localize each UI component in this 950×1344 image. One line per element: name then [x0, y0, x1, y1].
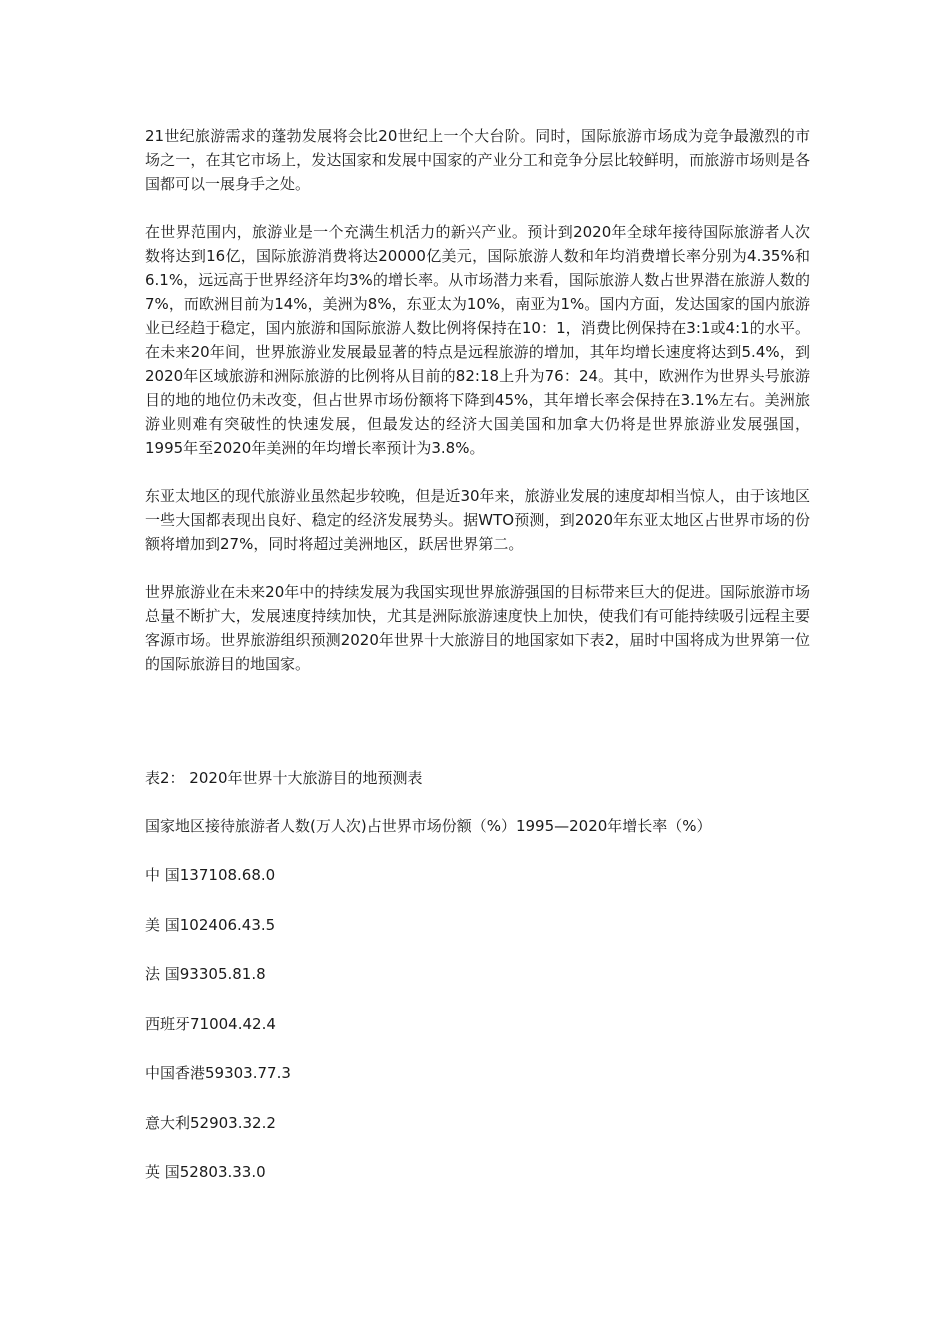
table-row: 美 国102406.43.5 [145, 915, 276, 934]
table-caption: 表2： 2020年世界十大旅游目的地预测表 [145, 769, 423, 787]
table-row: 意大利52903.32.2 [145, 1113, 276, 1132]
table-row: 英 国52803.33.0 [145, 1163, 266, 1181]
table-row: 法 国93305.81.8 [145, 965, 266, 983]
paragraph-china-outlook: 世界旅游业在未来20年中的持续发展为我国实现世界旅游强国的目标带来巨大的促进。国际旅游市场总量不断扩大，发展速度持续加快，尤其是洲际旅游速度快上加快，使我们有可能持续吸引远程主要客源市场。世界旅游组织预测2020年世界十大旅游目的地国家如下表2，届时中国将成为世界第一位的国际旅游目的地国家。 [145, 583, 810, 673]
table-row: 西班牙71004.42.4 [145, 1014, 276, 1033]
spacer [145, 700, 810, 766]
table-header-row: 国家地区接待旅游者人数(万人次)占世界市场份额（%）1995—2020年增长率（%） [145, 817, 712, 835]
paragraph-world-tourism: 在世界范围内，旅游业是一个充满生机活力的新兴产业。预计到2020年全球年接待国际旅游者人次数将达到16亿，国际旅游消费将达20000亿美元，国际旅游人数和年均消费增长率分别为4.35%和6.1%，远远高于世界经济年均3%的增长率。从市场潜力来看，国际旅游人数占世界潜在旅游人数的7%，而欧洲目前为14%，美洲为8%，东亚太为10%，南亚为1%。国内方面，发达国家的国内旅游业已经趋于稳定，国内旅游和国际旅游人数比例将保持在10：1，消费比例保持在3:1或4:1的水平。在未来20年间，世界旅游业发展最显著的特点是远程旅游的增加，其年均增长速度将达到5.4%，到2020年区域旅游和洲际旅游的比例将从目前的82:18上升为76：24。其中，欧洲作为世界头号旅游目的地的地位仍未改变，但占世界市场份额将下降到45%，其年增长率会保持在3.1%左右。美洲旅游业则难有突破性的快速发展，但最发达的经济大国美国和加拿大仍将是世界旅游业发展强国，1995年至2020年美洲的年均增长率预计为3.8%。 [145, 223, 810, 457]
table-row: 中国香港59303.77.3 [145, 1064, 291, 1082]
paragraph-intro: 21世纪旅游需求的蓬勃发展将会比20世纪上一个大台阶。同时，国际旅游市场成为竞争最激烈的市场之一，在其它市场上，发达国家和发展中国家的产业分工和竞争分层比较鲜明，而旅游市场则是各国都可以一展身手之处。 [145, 127, 810, 193]
table-row: 中 国137108.68.0 [145, 866, 276, 884]
paragraph-east-asia-pacific: 东亚太地区的现代旅游业虽然起步较晚，但是近30年来，旅游业发展的速度却相当惊人，由于该地区一些大国都表现出良好、稳定的经济发展势头。据WTO预测，到2020年东亚太地区占世界市场的份额将增加到27%，同时将超过美洲地区，跃居世界第二。 [145, 487, 810, 553]
